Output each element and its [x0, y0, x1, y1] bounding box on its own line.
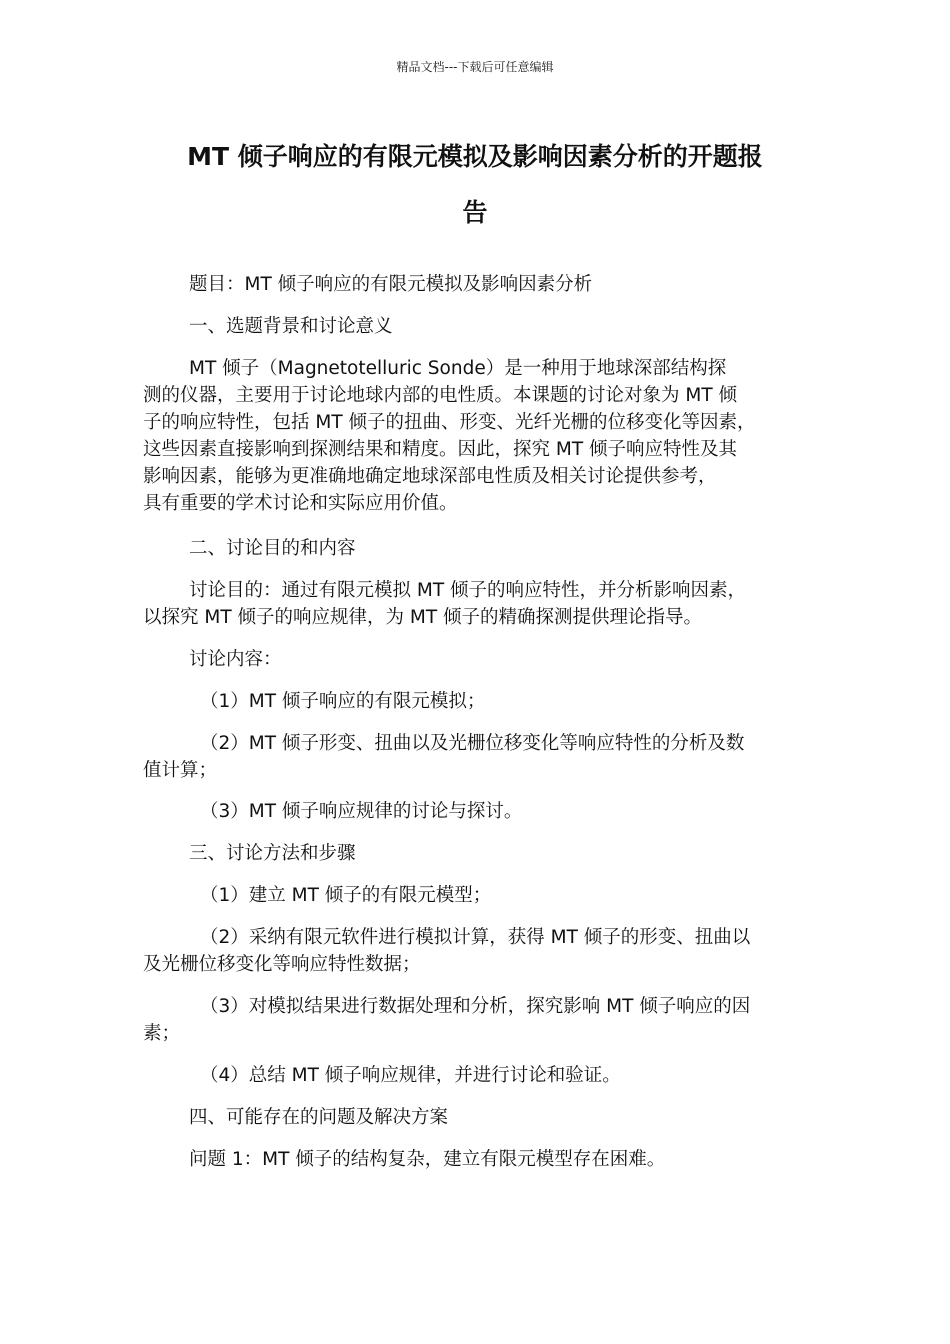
- subject-line: [143, 271, 809, 298]
- list-item-line: （3）对模拟结果进行数据处理和分析，探究影响 MT 倾子响应的因: [200, 996, 751, 1017]
- section-2-item-3: [143, 798, 809, 825]
- section-3-item-1: [143, 882, 809, 909]
- section-2-item-1: [143, 688, 809, 715]
- body-line: 这些因素直接影响到探测结果和精度。因此，探究 MT 倾子响应特性及其: [143, 439, 738, 460]
- section-4-heading: [143, 1104, 809, 1131]
- section-1-heading: [143, 313, 809, 340]
- section-heading-text: 二、讨论目的和内容: [189, 538, 356, 559]
- list-item-line: （1）建立 MT 倾子的有限元模型；: [200, 885, 492, 906]
- section-2-heading: [143, 535, 809, 562]
- list-item-line: 值计算；: [143, 760, 218, 781]
- list-item-line: （2）采纳有限元软件进行模拟计算，获得 MT 倾子的形变、扭曲以: [200, 927, 751, 948]
- section-3-item-3: [143, 993, 809, 1047]
- body-line: 具有重要的学术讨论和实际应用价值。: [143, 493, 458, 514]
- body-line: 测的仪器，主要用于讨论地球内部的电性质。本课题的讨论对象为 MT 倾: [143, 385, 738, 406]
- list-item-line: （4）总结 MT 倾子响应规律，并进行讨论和验证。: [200, 1065, 621, 1086]
- section-3-heading: [143, 840, 809, 867]
- document-title-line-1: MT 倾子响应的有限元模拟及影响因素分析的开题报: [187, 142, 763, 171]
- body-line: 子的响应特性，包括 MT 倾子的扭曲、形变、光纤光栅的位移变化等因素，: [143, 412, 756, 433]
- section-3-item-2: [143, 924, 809, 978]
- page-header-note: 精品文档---下载后可任意编辑: [396, 60, 554, 74]
- section-heading-text: 一、选题背景和讨论意义: [189, 316, 393, 337]
- body-line: 影响因素，能够为更准确地确定地球深部电性质及相关讨论提供参考，: [143, 466, 717, 487]
- document-title-line-2: 告: [462, 198, 488, 227]
- subject-text: 题目：MT 倾子响应的有限元模拟及影响因素分析: [189, 274, 593, 295]
- body-line: 以探究 MT 倾子的响应规律，为 MT 倾子的精确探测提供理论指导。: [143, 607, 703, 628]
- section-heading-text: 四、可能存在的问题及解决方案: [189, 1107, 449, 1128]
- section-3-item-4: [143, 1062, 809, 1089]
- section-2-item-2: [143, 730, 809, 784]
- list-item-line: （3）MT 倾子响应规律的讨论与探讨。: [200, 801, 523, 822]
- body-line: 问题 1：MT 倾子的结构复杂，建立有限元模型存在困难。: [189, 1149, 666, 1170]
- list-item-line: 及光栅位移变化等响应特性数据；: [143, 954, 421, 975]
- section-heading-text: 三、讨论方法和步骤: [189, 843, 356, 864]
- section-4-problem-1: [143, 1146, 809, 1173]
- list-item-line: 素；: [143, 1023, 181, 1044]
- list-item-line: （2）MT 倾子形变、扭曲以及光栅位移变化等响应特性的分析及数: [200, 733, 745, 754]
- section-2-content-label: [143, 646, 809, 673]
- body-line: 讨论目的：通过有限元模拟 MT 倾子的响应特性，并分析影响因素，: [189, 580, 747, 601]
- list-item-line: （1）MT 倾子响应的有限元模拟；: [200, 691, 486, 712]
- section-1-body: [143, 355, 809, 517]
- body-line: MT 倾子（Magnetotelluric Sonde）是一种用于地球深部结构探: [189, 358, 727, 379]
- content-label-text: 讨论内容：: [189, 649, 282, 670]
- section-2-goal: [143, 577, 809, 631]
